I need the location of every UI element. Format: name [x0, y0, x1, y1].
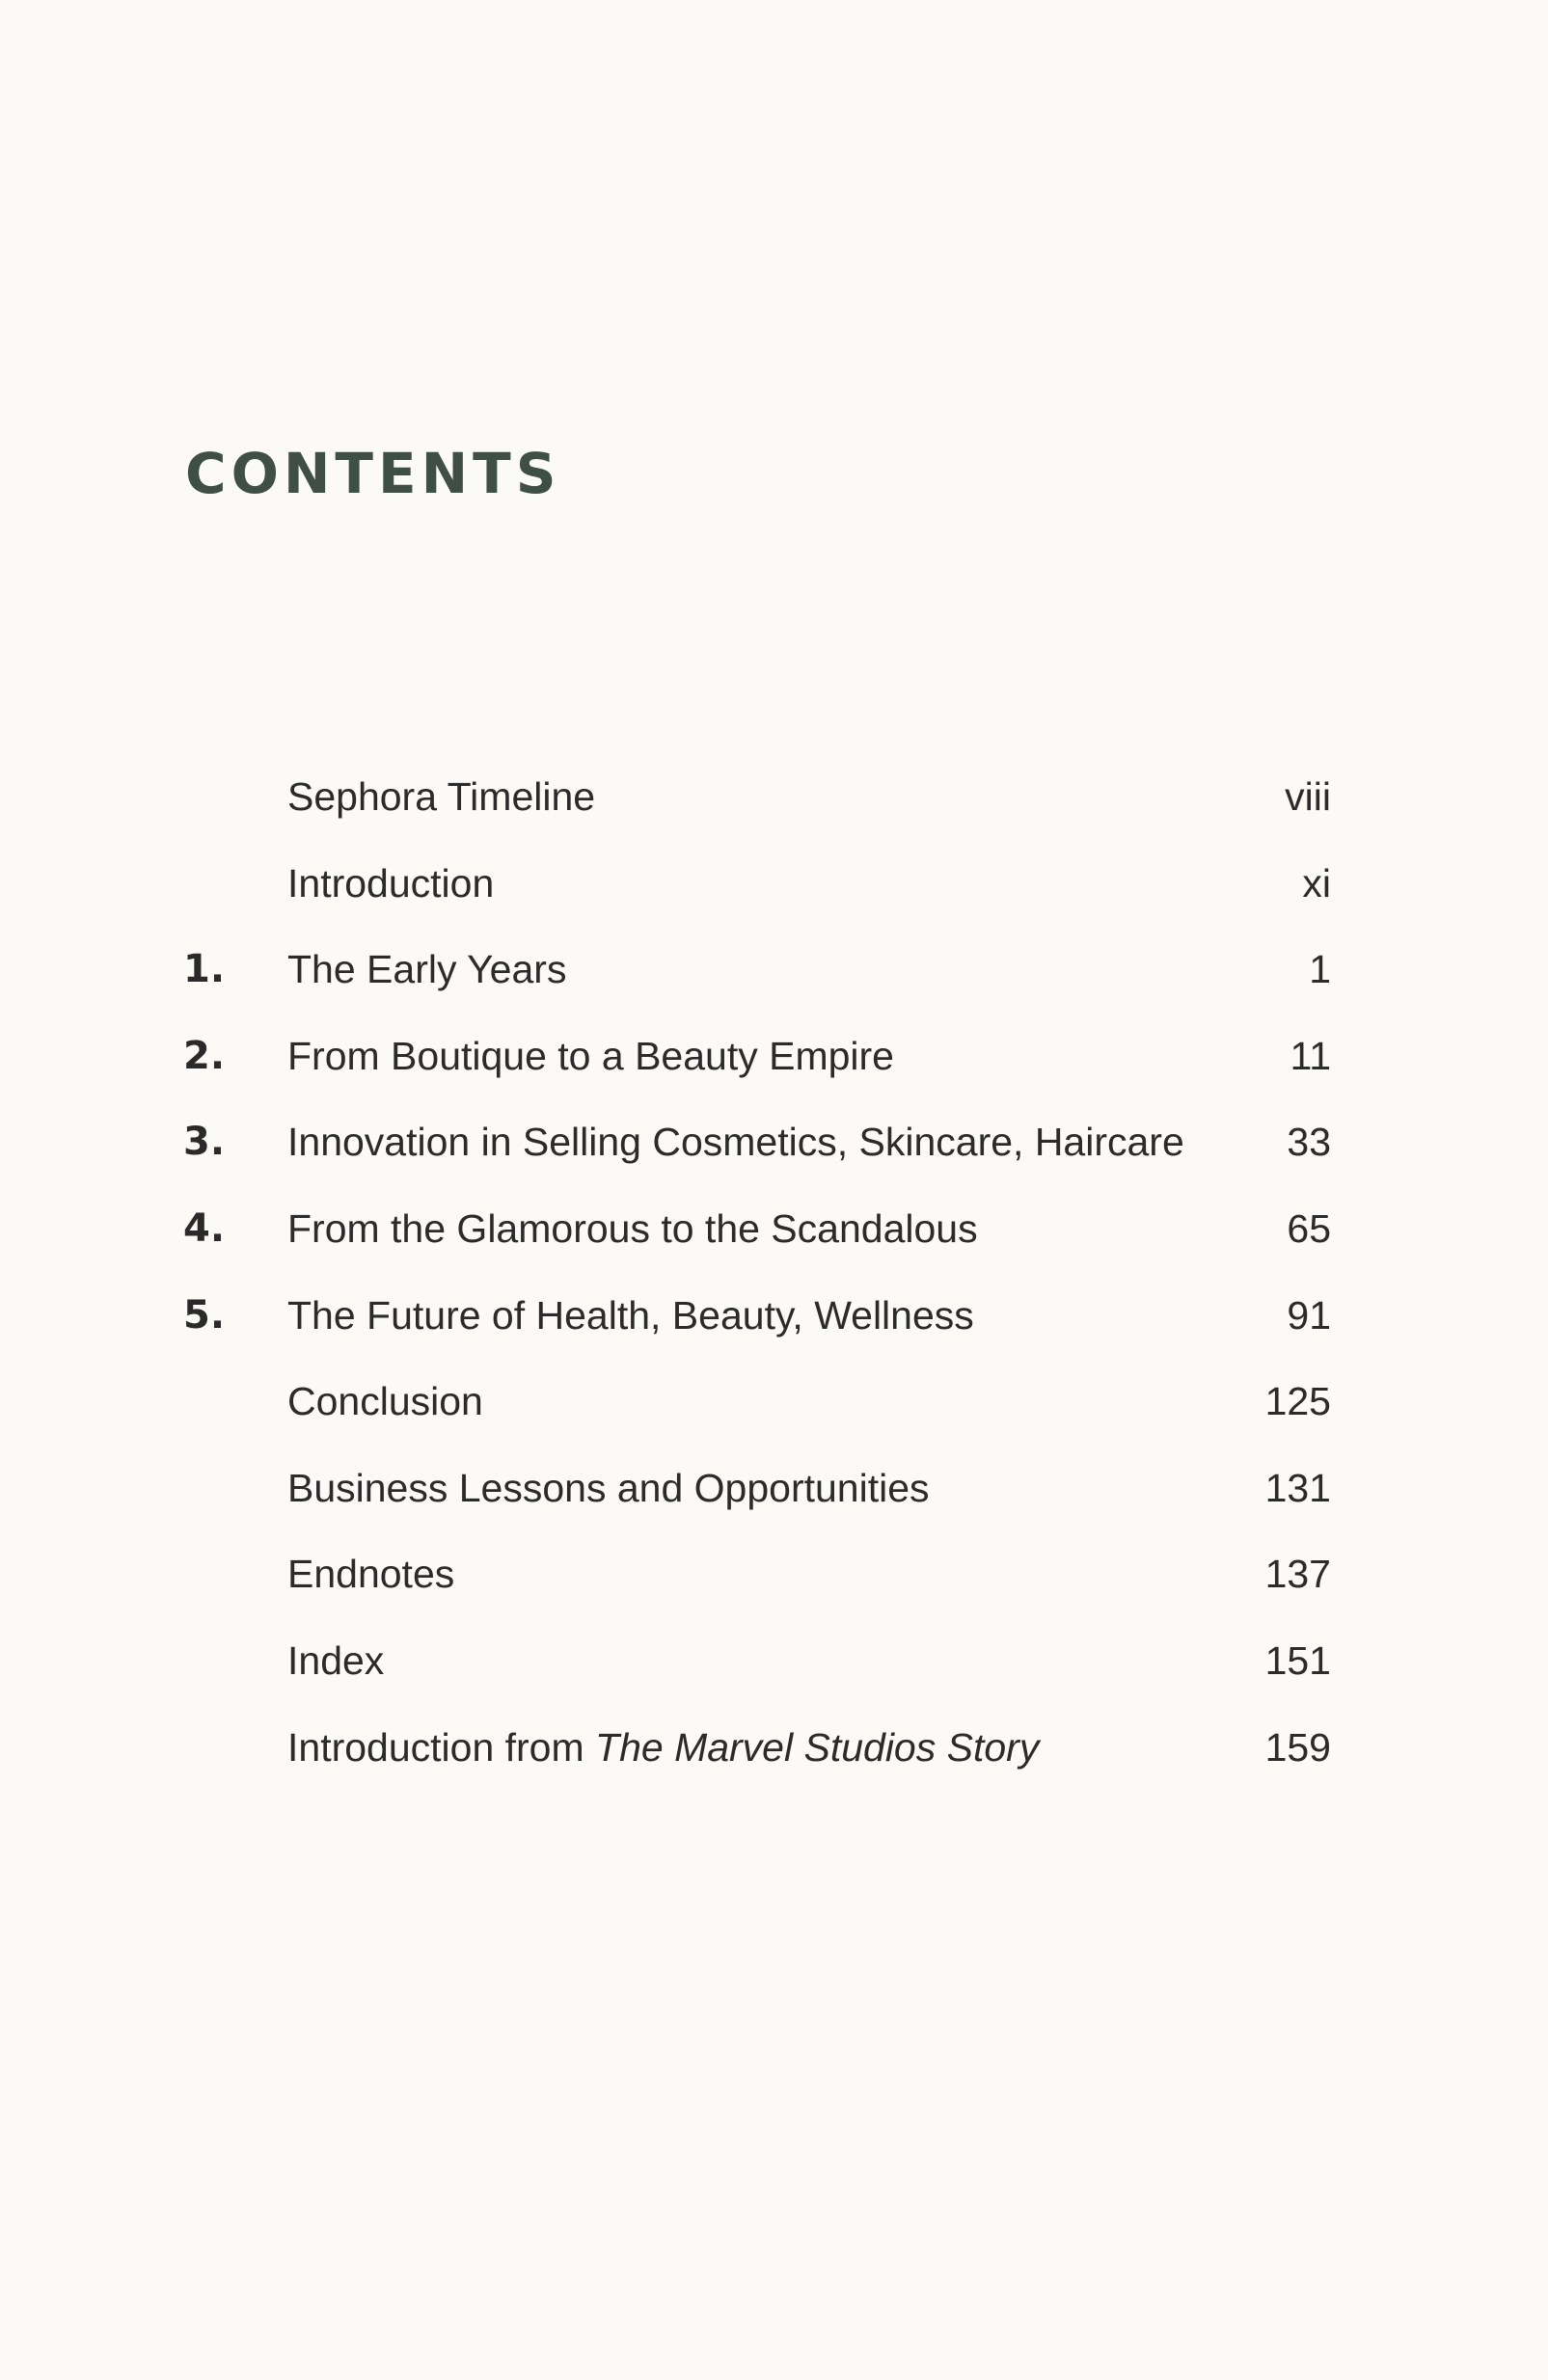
- toc-entry: [183, 940, 1341, 1027]
- entry-title: The Future of Health, Beauty, Wellness: [287, 1292, 974, 1338]
- chapter-number: 4.: [183, 1205, 226, 1251]
- page-number: xi: [1302, 860, 1331, 906]
- entry-title: Conclusion: [287, 1379, 483, 1424]
- toc-entry: [183, 1113, 1341, 1200]
- page-number: 11: [1290, 1033, 1331, 1078]
- chapter-number: 2.: [183, 1033, 226, 1078]
- page-number: 159: [1264, 1724, 1331, 1770]
- contents-heading: CONTENTS: [185, 441, 561, 506]
- toc-entry: [183, 1372, 1341, 1459]
- toc-entry: [183, 1027, 1341, 1114]
- page-number: 91: [1287, 1292, 1331, 1338]
- page-number: 131: [1264, 1465, 1331, 1510]
- entry-title: Sephora Timeline: [287, 774, 596, 819]
- toc-entry: [183, 1545, 1341, 1632]
- chapter-number: 1.: [183, 947, 226, 992]
- page-number: 1: [1309, 947, 1331, 992]
- toc-entry: [183, 1718, 1341, 1805]
- toc-entry: [183, 854, 1341, 941]
- page-number: 151: [1264, 1637, 1331, 1683]
- entry-title: Endnotes: [287, 1552, 455, 1597]
- entry-title: Innovation in Selling Cosmetics, Skincare, Haircare: [287, 1120, 1184, 1165]
- entry-title: From the Glamorous to the Scandalous: [287, 1205, 978, 1251]
- toc-entry: [183, 768, 1341, 854]
- entry-title: The Early Years: [287, 947, 567, 992]
- entry-title: Index: [287, 1637, 385, 1683]
- page-number: 33: [1287, 1120, 1331, 1165]
- entry-title: Business Lessons and Opportunities: [287, 1465, 930, 1510]
- toc-entry: [183, 1286, 1341, 1373]
- entry-title: From Boutique to a Beauty Empire: [287, 1033, 894, 1078]
- entry-title: Introduction from The Marvel Studios Story: [287, 1724, 1040, 1770]
- chapter-number: 3.: [183, 1120, 226, 1165]
- entry-title: Introduction: [287, 860, 495, 906]
- toc-entry: [183, 1459, 1341, 1546]
- page-number: 137: [1264, 1552, 1331, 1597]
- chapter-number: 5.: [183, 1292, 226, 1338]
- page-number: 65: [1287, 1205, 1331, 1251]
- page-number: 125: [1264, 1379, 1331, 1424]
- page-number: viii: [1285, 774, 1331, 819]
- table-of-contents: [183, 768, 1341, 1804]
- toc-entry: [183, 1200, 1341, 1286]
- toc-entry: [183, 1632, 1341, 1718]
